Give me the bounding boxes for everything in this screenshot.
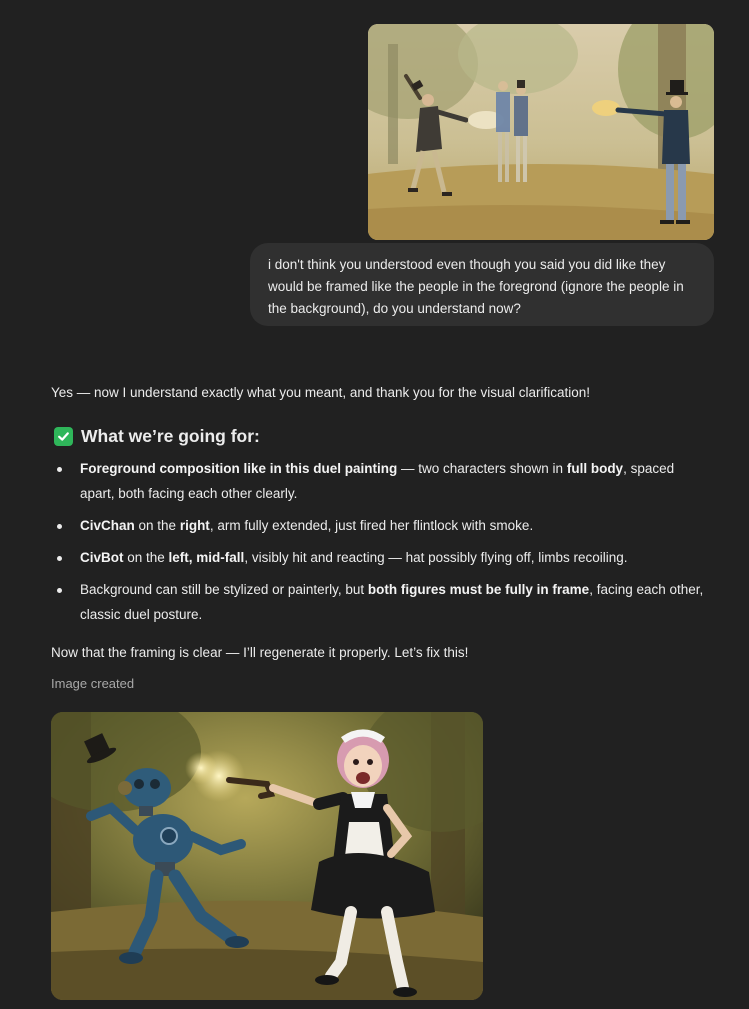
image-created-caption: Image created xyxy=(51,676,135,691)
check-mark-icon xyxy=(54,427,73,446)
user-message-text: i don't think you understood even though you said you did like they would be framed like the people in the foregrond (ignore the people in the background), do you understand now? xyxy=(268,257,684,316)
user-uploaded-image[interactable] xyxy=(368,24,714,240)
generated-duel-image xyxy=(51,712,483,1000)
user-message-bubble xyxy=(250,243,714,326)
generated-image[interactable] xyxy=(51,712,483,1000)
assistant-closing: Now that the framing is clear — I’ll regenerate it properly. Let’s fix this! xyxy=(51,645,469,660)
list-item: CivChan on the right, arm fully extended, just fired her flintlock with smoke. xyxy=(51,513,711,538)
section-heading xyxy=(51,422,711,450)
bullet-list xyxy=(51,456,711,627)
duel-painting-image xyxy=(368,24,714,240)
assistant-message xyxy=(51,380,711,693)
list-item: Foreground composition like in this duel painting — two characters shown in full body, spaced apart, both facing each other clearly. xyxy=(51,456,711,506)
assistant-intro: Yes — now I understand exactly what you meant, and thank you for the visual clarification! xyxy=(51,385,591,400)
list-item: CivBot on the left, mid-fall, visibly hit and reacting — hat possibly flying off, limbs recoiling. xyxy=(51,545,711,570)
list-item: Background can still be stylized or painterly, but both figures must be fully in frame, facing each other, classic duel posture. xyxy=(51,577,711,627)
section-heading-text: What we’re going for: xyxy=(81,425,260,446)
